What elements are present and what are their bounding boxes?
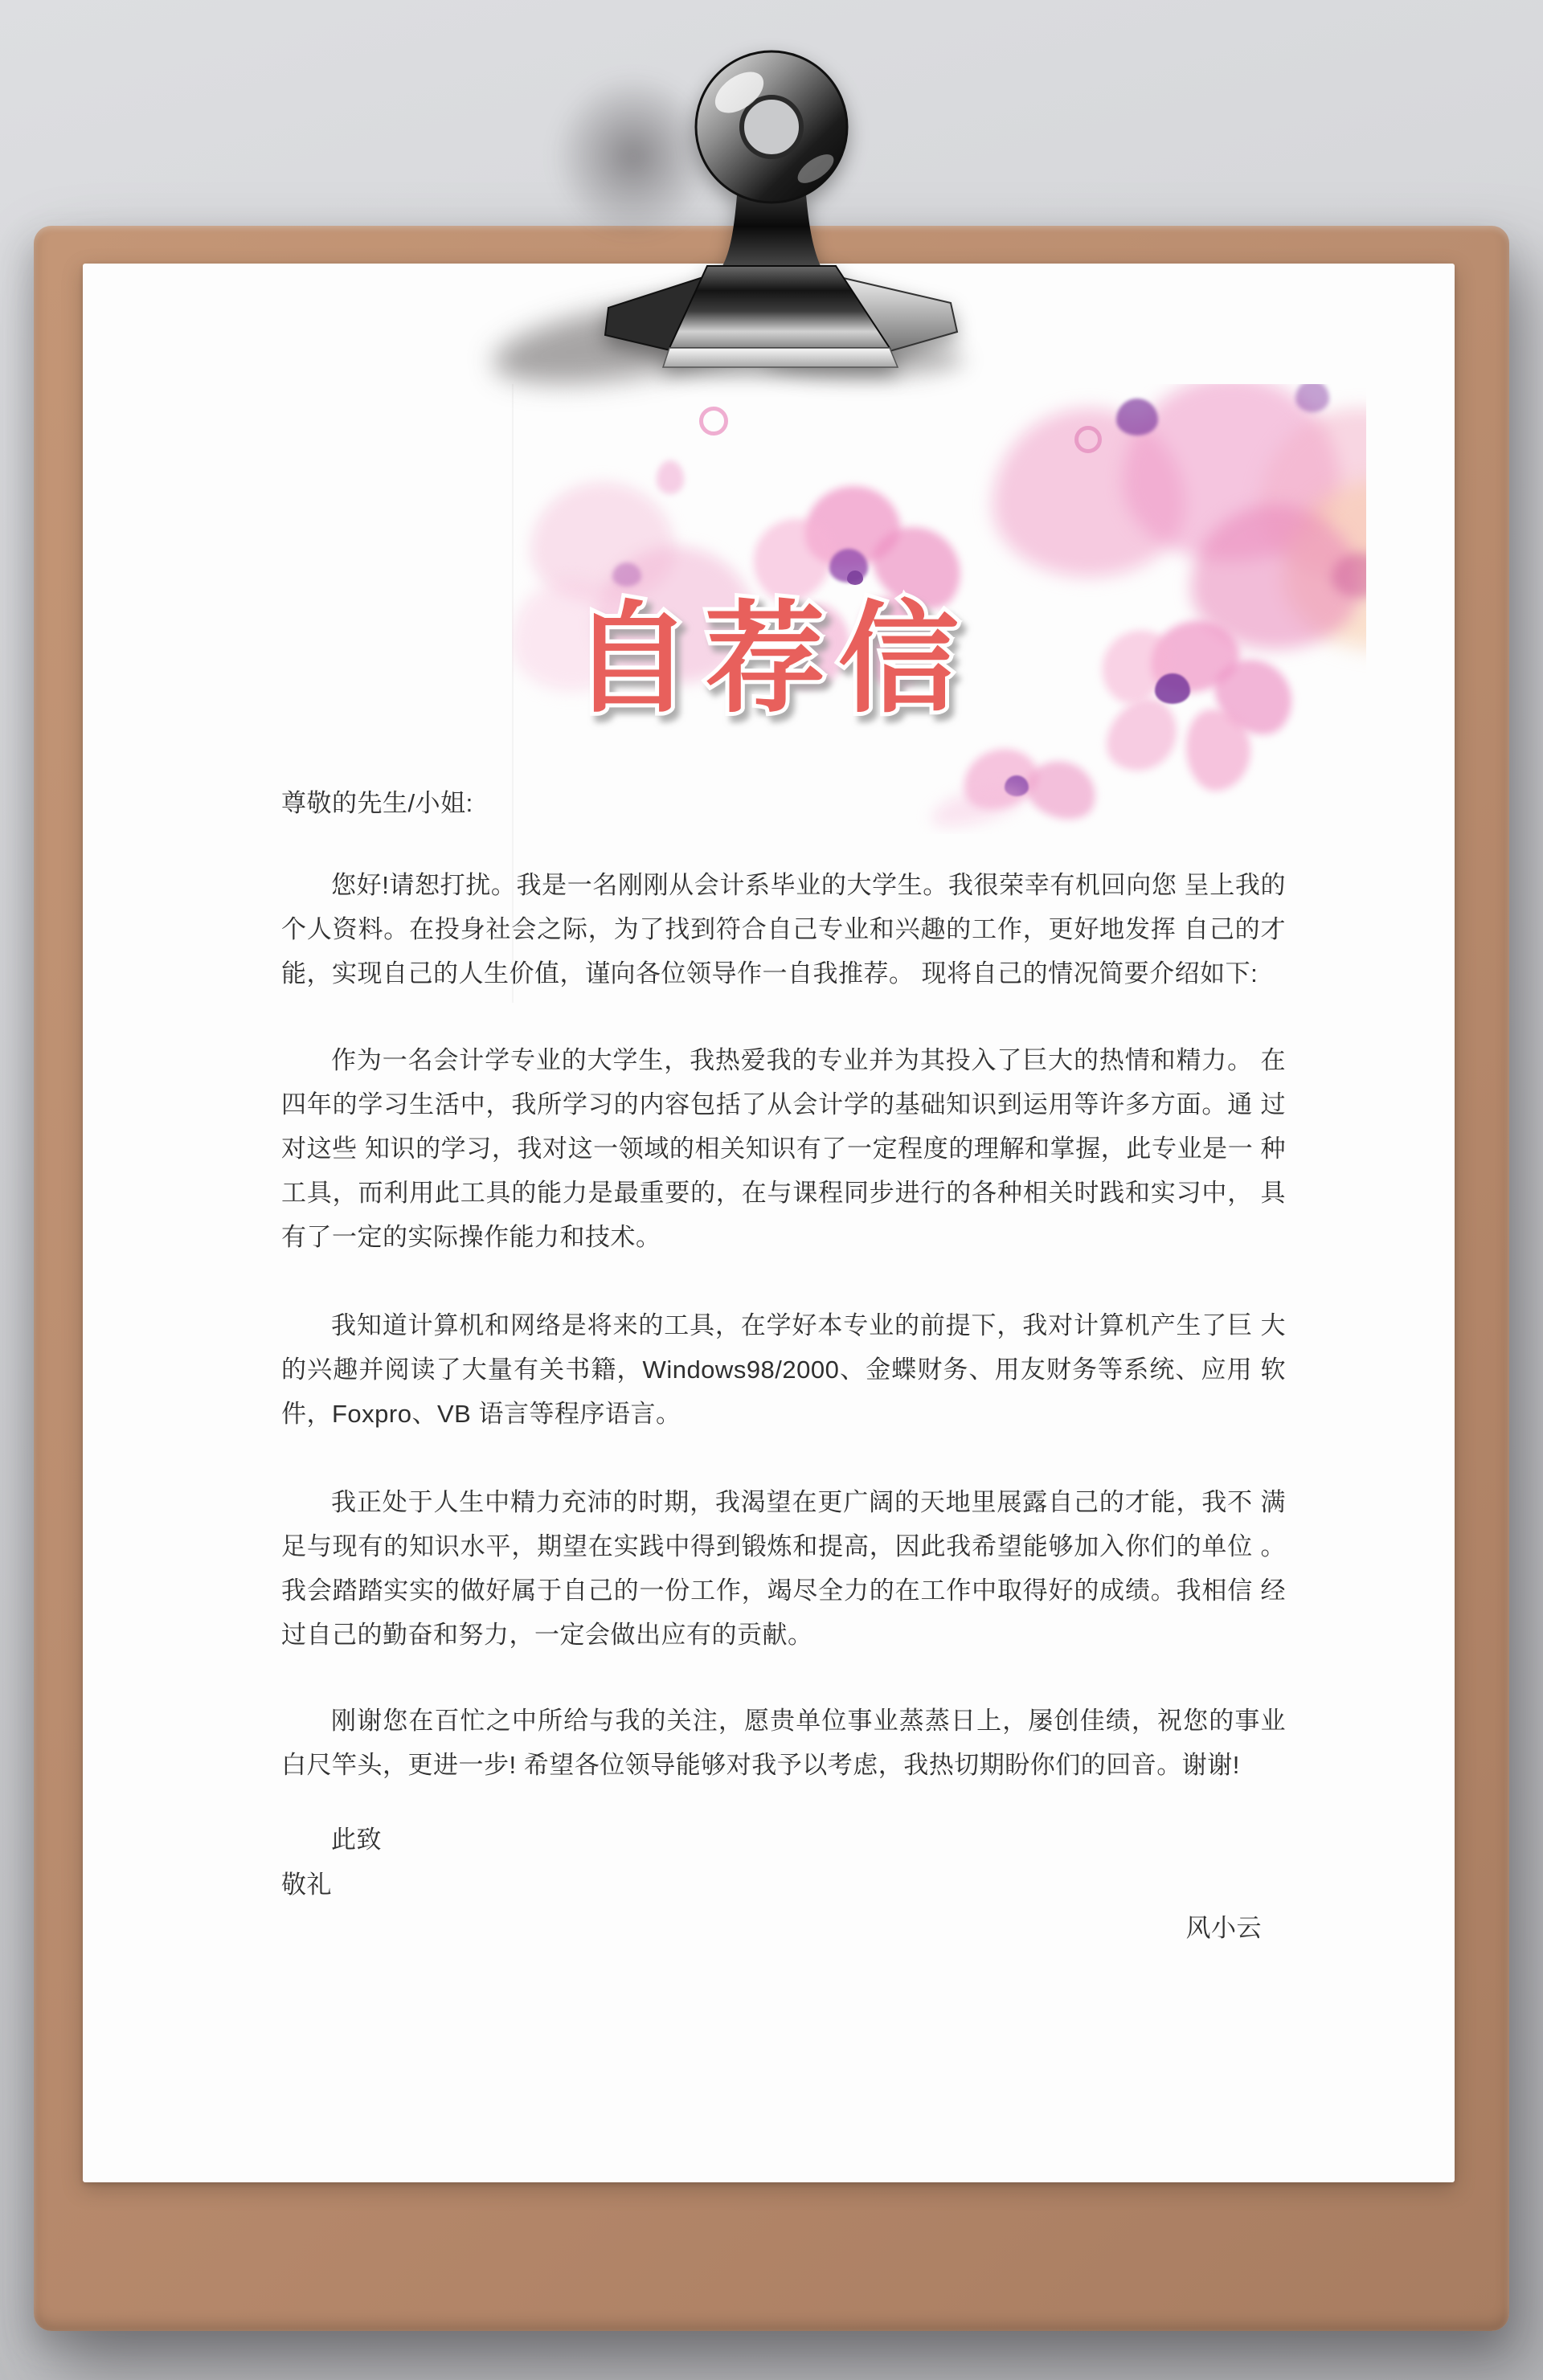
- letter-title-art: [563, 554, 980, 747]
- flower-center: [1116, 399, 1158, 436]
- signature: 风小云: [1185, 1914, 1262, 1942]
- closing-respect: 此致: [331, 1826, 382, 1854]
- flower-center: [1295, 384, 1329, 412]
- paragraph-2: 作为一名会计学专业的大学生，我热爱我的专业并为其投入了巨大的热情和精力。 在四年的学习生活中，我所学习的内容包括了从会计学的基础知识到运用等许多方面。通 过对这些 知识的学习，我对这一领域的相关知识有了一定程度的理解和掌握，此专业是一 种工具，而利用此工具的能力是最重要的，在与课程同步进行的各种相关时践和实习中， 具有了一定的实际操作能力和技术。: [281, 1046, 1286, 1251]
- salutation: 尊敬的先生/小姐:: [281, 789, 473, 817]
- paragraph-1: 您好!请恕打扰。我是一名刚刚从会计系毕业的大学生。我很荣幸有机回向您 呈上我的个人资料。在投身社会之际，为了找到符合自己专业和兴趣的工作，更好地发挥 自己的才能，实现自己的人生价值，谨向各位领导作一自我推荐。 现将自己的情况简要介绍如下:: [281, 871, 1286, 988]
- binder-clip-icon: [575, 36, 993, 382]
- paragraph-5: 刚谢您在百忙之中所给与我的关注，愿贵单位事业蒸蒸日上，屡创佳绩，祝您的事业 白尺竿头，更进一步! 希望各位领导能够对我予以考虑，我热切期盼你们的回音。谢谢!: [281, 1707, 1286, 1779]
- flower-center: [1155, 673, 1190, 704]
- closing-salute: 敬礼: [281, 1871, 332, 1899]
- flower-bud: [699, 407, 728, 436]
- flower-bud: [657, 460, 684, 494]
- paragraph-4: 我正处于人生中精力充沛的时期，我渴望在更广阔的天地里展露自己的才能，我不 满足与现有的知识水平，期望在实践中得到锻炼和提高，因此我希望能够加入你们的单位 。我会踏踏实实的做好属于自己的一份工作，竭尽全力的在工作中取得好的成绩。我相信 经过自己的勤奋和努力，一定会做出应有的贡献。: [281, 1488, 1286, 1649]
- paragraph-3: 我知道计算机和网络是将来的工具，在学好本专业的前提下，我对计算机产生了巨 大的兴趣并阅读了大量有关书籍，Windows98/2000、金蝶财务、用友财务等系统、应用 软件，Foxpro、VB 语言等程序语言。: [281, 1311, 1286, 1428]
- letter-title: 自荐信: [571, 591, 972, 726]
- flower-bud: [1074, 426, 1102, 453]
